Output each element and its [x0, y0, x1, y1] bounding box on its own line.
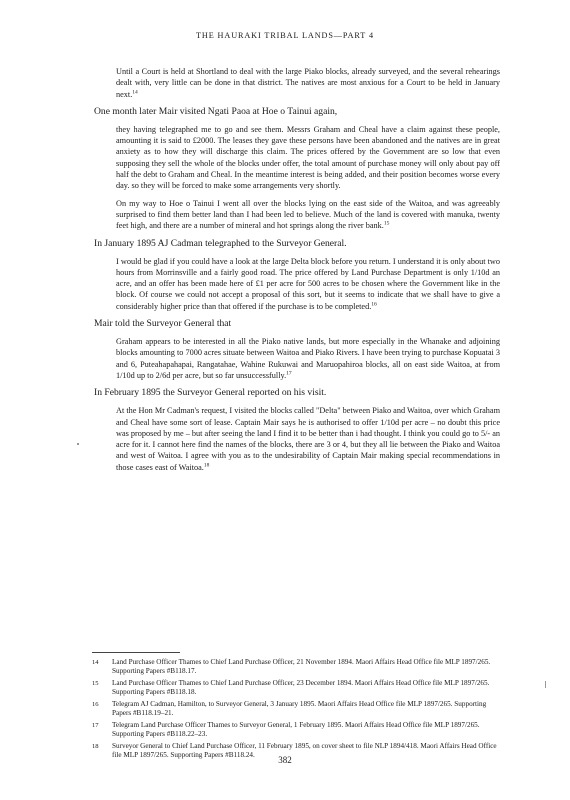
footnote-text: Land Purchase Officer Thames to Chief Land Purchase Officer, 23 December 1894. Maori Affairs Head Office file MLP 1897/265. Supporting Papers #B118.18.: [112, 678, 490, 697]
quote-paragraph: [116, 124, 500, 192]
block-quote: [116, 66, 500, 100]
quote-text: At the Hon Mr Cadman's request, I visited the blocks called "Delta" between Piako and Waitoa, over which Graham and Cheal have some sort of lease. Captain Mair says he is authorised to offer 1/10d per acre – no doubt this price was proposed by me – but after seeing the land I find it to be better than i had thought. I think you could go to 5/- an acre for it. I cannot here find the names of the blocks, there are 3 or 4, but they all lie between the Piako and Waitoa and west of Waitoa. I agree with you as to the undesirability of Captain Mair making special recommendations in those cases east of Waitoa.: [116, 406, 500, 472]
quote-paragraph: [116, 198, 500, 232]
page-number: 382: [278, 755, 292, 765]
quote-text: On my way to Hoe o Tainui I went all over the blocks lying on the east side of the Waitoa, and was agreeably surprised to find them better land than I had been led to believe. Much of the land is covered with manuka, twenty feet high, and there are a number of mineral and hot springs along the river bank.: [116, 198, 500, 231]
footnote: [92, 721, 502, 739]
narrative-text: One month later Mair visited Ngati Paoa at Hoe o Tainui again,: [94, 105, 338, 117]
footnote-number: 18: [92, 742, 99, 750]
footnote: [92, 658, 502, 676]
narrative-paragraph: [94, 387, 500, 399]
footnote-reference[interactable]: 15: [383, 220, 390, 227]
footnote-number: 17: [92, 721, 99, 729]
scan-mark: [545, 681, 546, 688]
quote-text: Graham appears to be interested in all the Piako native lands, but more especially in the Whanake and adjoining blocks amounting to 7000 acres situate between Waitoa and Piako Rivers. I have been trying to purchase Kopuatai 3 and 6, Puteahapahapai, Rangatahae, Wahine Rukuwai and Maruopahiroa blocks, all on east side Waitoa, at from 1/10d up to 2/6d per acre, but so far unsuccessfully.: [116, 337, 500, 380]
footnote-reference[interactable]: 18: [203, 461, 210, 468]
footnote-number: 16: [92, 700, 99, 708]
narrative-text: In January 1895 AJ Cadman telegraphed to the Surveyor General.: [94, 237, 347, 249]
quote-paragraph: [116, 66, 500, 100]
quote-text: Until a Court is held at Shortland to deal with the large Piako blocks, already surveyed, and the several rehearings dealt with, very little can be done in that district. The natives are most anxious for a Court to be held in January next.: [116, 67, 500, 99]
footnote-number: 15: [92, 679, 99, 687]
footnote: [92, 679, 502, 697]
quote-paragraph: [116, 405, 500, 473]
running-head: THE HAURAKI TRIBAL LANDS—PART 4: [196, 31, 374, 40]
footnotes: [92, 658, 502, 763]
quote-text: they having telegraphed me to go and see them. Messrs Graham and Cheal have a claim against these people, amounting it is said to £2000. The leases they gave these persons have been abandoned and the natives are in great anxiety as to how they will discharge this claim. The prices offered by the Government are so low that even supposing they sell the whole of the blocks under offer, the total amount of purchase money will only about pay off half the debt to Graham and Cheal. In the meantime interest is being added, and their position becomes worse every day. so they will be forced to make some arrangements very shortly.: [116, 124, 500, 191]
footnote-reference[interactable]: 17: [286, 370, 292, 377]
narrative-paragraph: [94, 318, 500, 330]
narrative-paragraph: [94, 238, 500, 250]
footnote-text: Telegram AJ Cadman, Hamilton, to Surveyor General, 3 January 1895. Maori Affairs Head Office file MLP 1897/265. Supporting Papers #B118.19–21.: [112, 699, 487, 718]
footnote-text: Telegram Land Purchase Officer Thames to Surveyor General, 1 February 1895. Maori Affairs Head Office file MLP 1897/265. Supporting Papers #B118.22–23.: [112, 720, 480, 738]
quote-text: I would be glad if you could have a look at the large Delta block before you return. I understand it is only about two hours from Morrinsville and a fairly good road. The price offered by Land Purchase Department is only 1/10d an acre, and an offer has been made here of £1 per acre for 500 acres to be chosen where the Government like in the block. Of course we could not accept a proposal of this sort, but it seems to indicate that we shall have to give a considerably higher price than that offered if the purchase is to be completed.: [116, 256, 500, 311]
narrative-text: In February 1895 the Surveyor General reported on his visit.: [94, 387, 327, 399]
body-text: [94, 66, 500, 479]
footnote-reference[interactable]: 16: [371, 301, 377, 307]
footnote-text: Land Purchase Officer Thames to Chief Land Purchase Officer, 21 November 1894. Maori Affairs Head Office file MLP 1897/265. Supporting Papers #B118.17.: [112, 658, 491, 676]
block-quote: [116, 124, 500, 232]
block-quote: [116, 405, 500, 473]
narrative-text: Mair told the Surveyor General that: [94, 318, 232, 330]
footnote-text: Surveyor General to Chief Land Purchase Officer, 11 February 1895, on cover sheet to file NLP 1894/418. Maori Affairs Head Office file MLP 1897/265. Supporting Papers #B118.24.: [112, 741, 497, 759]
quote-paragraph: [116, 336, 500, 381]
quote-paragraph: [116, 256, 500, 312]
block-quote: [116, 256, 500, 312]
footnote: [92, 700, 502, 718]
footnote-rule: [92, 652, 180, 653]
footnote-number: 14: [92, 659, 99, 666]
block-quote: [116, 336, 500, 381]
scan-speck: [77, 443, 79, 445]
narrative-paragraph: [94, 106, 500, 118]
footnote-reference[interactable]: 14: [132, 88, 138, 95]
